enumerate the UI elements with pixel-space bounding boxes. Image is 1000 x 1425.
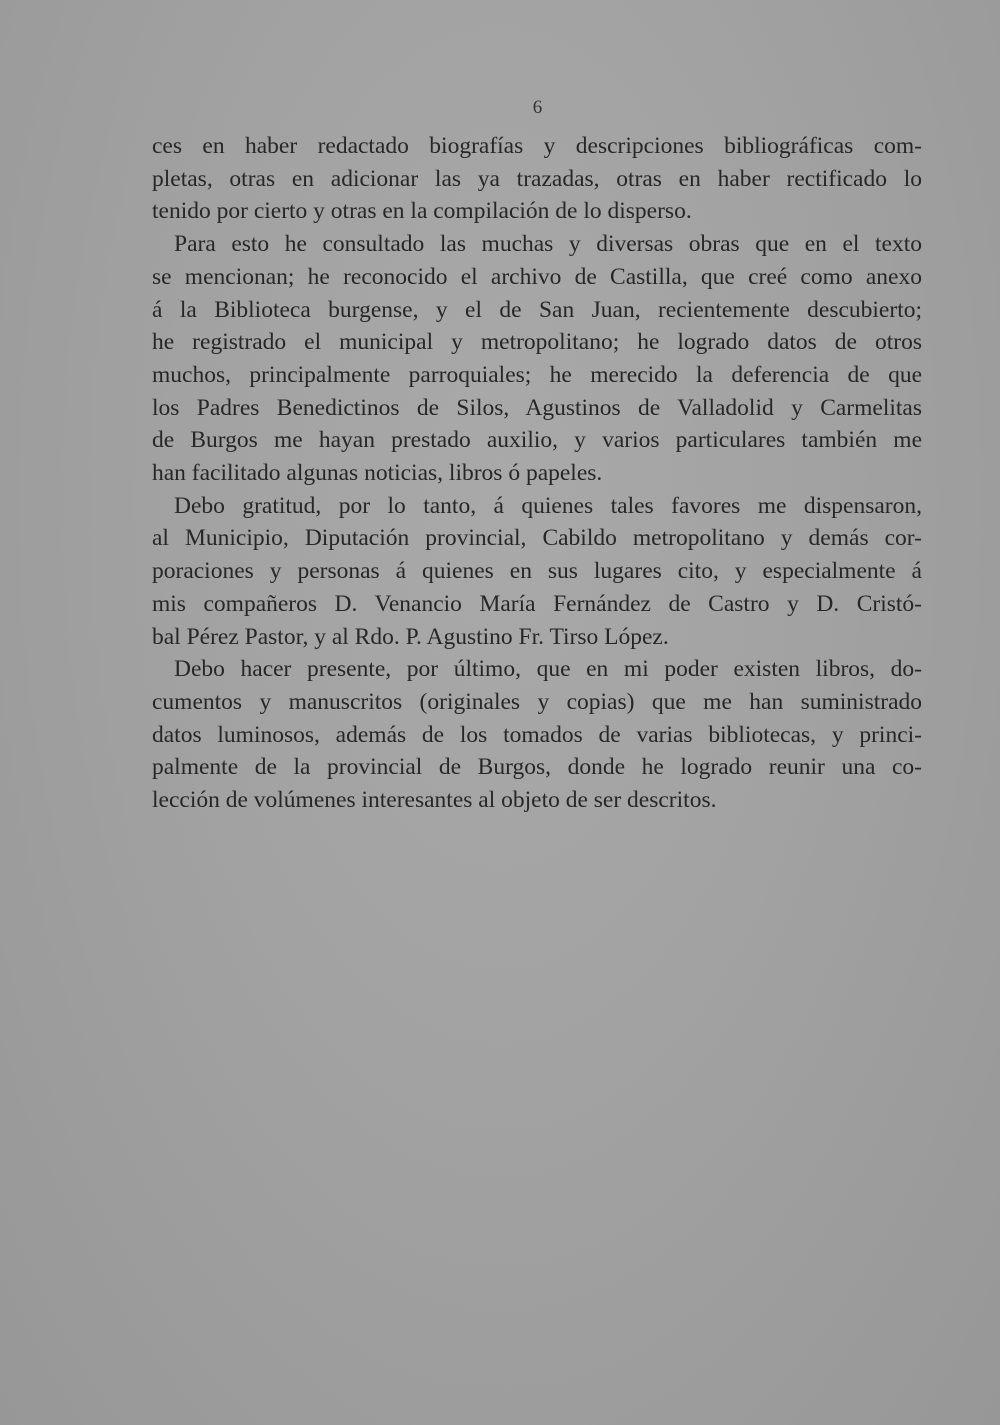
text-line: palmente de la provincial de Burgos, donde he logrado reunir una co- [152, 754, 922, 781]
text-line: bal Pérez Pastor, y al Rdo. P. Agustino Fr. Tirso López. [152, 623, 669, 650]
text-line: tenido por cierto y otras en la compilación de lo disperso. [152, 198, 692, 225]
text-line: de Burgos me hayan prestado auxilio, y varios particulares también me [152, 427, 922, 454]
text-line: poraciones y personas á quienes en sus lugares cito, y especialmente á [152, 558, 922, 585]
text-line: á la Biblioteca burgense, y el de San Juan, recientemente descubierto; [152, 296, 922, 323]
text-line: ces en haber redactado biografías y descripciones bibliográficas com- [152, 133, 922, 159]
text-line: he registrado el municipal y metropolitano; he logrado datos de otros [152, 329, 922, 356]
text-line: Debo hacer presente, por último, que en mi poder existen libros, do- [174, 656, 922, 683]
text-line: Debo gratitud, por lo tanto, á quienes tales favores me dispensaron, [174, 492, 922, 519]
text-line: han facilitado algunas noticias, libros ó papeles. [152, 460, 603, 487]
text-line: lección de volúmenes interesantes al objeto de ser descritos. [152, 787, 717, 814]
text-line: pletas, otras en adicionar las ya trazadas, otras en haber rectificado lo [152, 165, 922, 192]
page-number: 6 [532, 97, 543, 118]
text-line: muchos, principalmente parroquiales; he merecido la deferencia de que [152, 361, 922, 388]
text-line: Para esto he consultado las muchas y diversas obras que en el texto [174, 231, 922, 258]
text-line: cumentos y manuscritos (originales y copias) que me han suministrado [152, 688, 922, 715]
text-line: los Padres Benedictinos de Silos, Agustinos de Valladolid y Carmelitas [152, 394, 922, 421]
text-line: al Municipio, Diputación provincial, Cabildo metropolitano y demás cor- [152, 525, 922, 552]
text-line: mis compañeros D. Venancio María Fernández de Castro y D. Cristó- [152, 590, 922, 617]
text-line: datos luminosos, además de los tomados de varias bibliotecas, y princi- [152, 721, 922, 748]
text-line: se mencionan; he reconocido el archivo de Castilla, que creé como anexo [152, 263, 922, 290]
body-text [152, 130, 922, 817]
